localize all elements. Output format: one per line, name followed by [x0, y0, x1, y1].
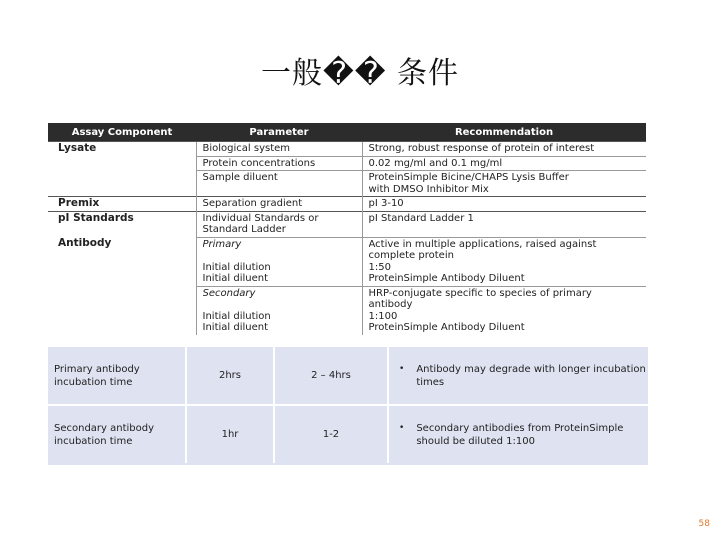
recommended-time: 1hr	[186, 405, 274, 463]
recommendation-line: 1:50	[368, 261, 391, 273]
parameter-cell	[196, 211, 362, 237]
component-cell: Premix	[48, 197, 196, 212]
row-label-line: Secondary antibody	[54, 422, 155, 434]
header-assay-component: Assay Component	[48, 123, 196, 142]
table-row	[48, 286, 646, 335]
parameter-line: Initial diluent	[202, 273, 269, 284]
table-row	[48, 405, 648, 463]
recommendation-line: ProteinSimple Bicine/CHAPS Lysis Buffer	[368, 172, 569, 183]
recommendation-line: 1:100	[368, 310, 398, 322]
row-label-line: Primary antibody	[54, 363, 140, 375]
table-row	[48, 171, 646, 197]
slide-title: 一般�� 条件	[260, 56, 460, 91]
recommendation-cell	[362, 171, 646, 197]
time-range: 1-2	[274, 405, 388, 463]
parameter-line	[203, 250, 356, 262]
recommended-time: 2hrs	[186, 347, 274, 405]
parameter-cell	[196, 197, 362, 212]
recommendation-line: 0.02 mg/ml and 0.1 mg/ml	[368, 157, 503, 169]
bullet-item	[395, 422, 642, 448]
parameter-line: Individual Standards or	[202, 212, 319, 224]
note-line: should be diluted 1:100	[416, 435, 535, 447]
note-line: times	[416, 376, 445, 388]
assay-table-body	[48, 142, 646, 335]
parameter-line: Protein concentrations	[202, 157, 316, 169]
parameter-line: Initial diluent	[202, 322, 269, 333]
note-cell	[388, 405, 648, 463]
table-row	[48, 156, 646, 171]
bullet-icon: •	[399, 363, 405, 374]
recommendation-cell	[362, 197, 646, 212]
recommendation-line: Strong, robust response of protein of interest	[368, 143, 595, 154]
header-recommendation: Recommendation	[362, 123, 646, 142]
header-parameter: Parameter	[196, 123, 362, 142]
component-cell: Lysate	[48, 142, 196, 157]
row-label	[48, 405, 186, 463]
row-label	[48, 347, 186, 405]
parameter-line: Sample diluent	[202, 172, 278, 183]
parameter-cell	[196, 156, 362, 171]
parameter-cell	[196, 286, 362, 335]
time-range: 2 – 4hrs	[274, 347, 388, 405]
recommendation-line: pI 3-10	[368, 198, 404, 209]
recommendation-line: ProteinSimple Antibody Diluent	[368, 273, 525, 284]
component-cell	[48, 156, 196, 171]
parameter-cell	[196, 237, 362, 286]
component-cell	[48, 286, 196, 335]
page-number: 58	[698, 519, 710, 529]
table-row	[48, 237, 646, 286]
assay-table	[48, 123, 646, 335]
recommendation-line: Active in multiple applications, raised against	[368, 238, 597, 250]
recommendation-line: with DMSO Inhibitor Mix	[368, 183, 489, 195]
recommendation-line: complete protein	[368, 250, 454, 261]
recommendation-cell	[362, 142, 646, 157]
parameter-line: Initial dilution	[202, 261, 271, 273]
parameter-cell	[196, 142, 362, 157]
recommendation-cell	[362, 237, 646, 286]
incubation-table	[48, 347, 648, 465]
table-row	[48, 142, 646, 157]
component-cell: pI Standards	[48, 211, 196, 237]
recommendation-cell	[362, 156, 646, 171]
row-label-line: incubation time	[54, 435, 133, 447]
parameter-line: Initial dilution	[202, 310, 271, 322]
parameter-line: Secondary	[202, 287, 256, 299]
table-row	[48, 197, 646, 212]
recommendation-cell	[362, 286, 646, 335]
parameter-line: Biological system	[202, 143, 291, 154]
recommendation-cell	[362, 211, 646, 237]
table-row	[48, 211, 646, 237]
parameter-line	[203, 299, 356, 311]
recommendation-line: pI Standard Ladder 1	[368, 212, 474, 224]
parameter-line: Separation gradient	[202, 198, 303, 209]
parameter-line: Standard Ladder	[202, 224, 286, 235]
component-cell: Antibody	[58, 237, 112, 249]
note-cell	[388, 347, 648, 405]
parameter-cell	[196, 171, 362, 197]
note-line: Antibody may degrade with longer incubation	[416, 363, 646, 375]
recommendation-line: antibody	[368, 299, 413, 310]
component-cell	[48, 171, 196, 197]
parameter-line: Primary	[202, 238, 242, 250]
recommendation-line: HRP-conjugate specific to species of primary	[368, 287, 592, 299]
row-label-line: incubation time	[54, 376, 133, 388]
bullet-icon: •	[399, 422, 405, 433]
table-row	[48, 347, 648, 405]
recommendation-line: ProteinSimple Antibody Diluent	[368, 322, 525, 333]
note-line: Secondary antibodies from ProteinSimple	[416, 422, 624, 434]
bullet-item	[395, 363, 646, 389]
